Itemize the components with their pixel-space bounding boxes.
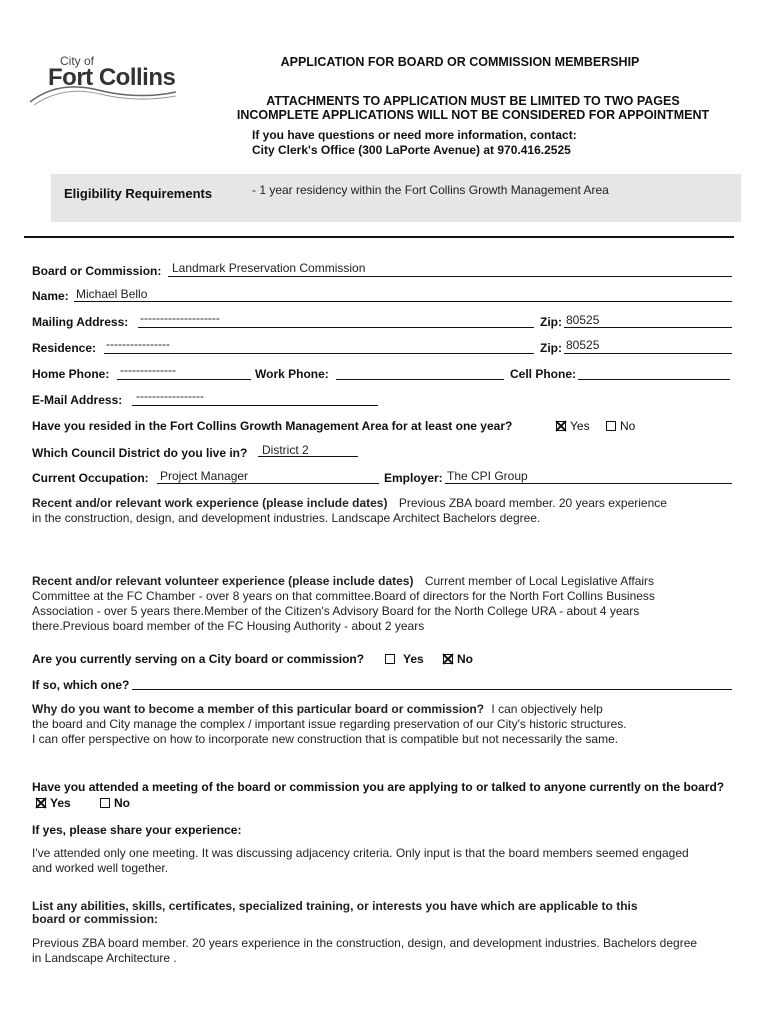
checked-box-icon[interactable] <box>443 654 453 664</box>
logo-city-of: City of <box>60 54 95 68</box>
checked-box-icon[interactable] <box>36 798 46 808</box>
why-text-2[interactable]: the board and City manage the complex / important issue regarding preservation of our City's historic structures. <box>32 717 627 731</box>
residence-label: Residence: <box>32 341 97 355</box>
share-text-1: I've attended only one meeting. It was discussing adjacency criteria. Only input is that the board members seemed engaged <box>32 846 689 860</box>
zip-line-2 <box>564 353 732 354</box>
email-line <box>132 405 378 406</box>
zip-line-1 <box>564 327 732 328</box>
employer-field[interactable]: The CPI Group <box>447 469 528 483</box>
which-one-field[interactable] <box>132 689 732 690</box>
name-line <box>74 301 732 302</box>
incomplete-notice: INCOMPLETE APPLICATIONS WILL NOT BE CONSIDERED FOR APPOINTMENT <box>236 108 710 122</box>
city-logo <box>28 52 178 112</box>
residence-field[interactable]: ---------------- <box>106 337 170 351</box>
cell-phone-label: Cell Phone: <box>510 367 577 381</box>
board-label: Board or Commission: <box>32 264 162 278</box>
board-line <box>168 276 732 277</box>
occupation-line <box>157 483 379 484</box>
district-label: Which Council District do you live in? <box>32 446 248 460</box>
work-experience-label: Recent and/or relevant work experience (please include dates) <box>32 496 388 510</box>
checkbox-icon[interactable] <box>100 798 110 808</box>
email-label: E-Mail Address: <box>32 393 123 407</box>
employer-label: Employer: <box>384 471 443 485</box>
work-experience-text-1[interactable]: Previous ZBA board member. 20 years experience <box>398 496 667 510</box>
attended-yes[interactable]: Yes <box>36 796 71 810</box>
volunteer-text-1[interactable]: Current member of Local Legislative Affairs <box>424 574 655 588</box>
residence-line <box>104 353 534 354</box>
why-label: Why do you want to become a member of this particular board or commission? <box>32 702 485 716</box>
home-phone-label: Home Phone: <box>32 367 110 381</box>
volunteer-text-2[interactable]: Committee at the FC Chamber - over 8 years on that committee.Board of directors for the North Fort Collins Business <box>32 589 655 603</box>
board-field[interactable]: Landmark Preservation Commission <box>172 261 366 275</box>
cell-phone-field[interactable] <box>578 379 730 380</box>
occupation-label: Current Occupation: <box>32 471 149 485</box>
residency-no[interactable]: No <box>606 419 635 433</box>
share-experience-label: If yes, please share your experience: <box>32 823 242 837</box>
residency-yes[interactable]: Yes <box>556 419 590 433</box>
employer-line <box>445 483 732 484</box>
why-text-3[interactable]: I can offer perspective on how to incorporate new construction that is compatible but not necessarily the same. <box>32 732 619 746</box>
name-label: Name: <box>32 289 69 303</box>
which-one-label: If so, which one? <box>32 678 130 692</box>
mailing-line <box>138 327 534 328</box>
checked-box-icon[interactable] <box>556 421 566 431</box>
why-text-1[interactable]: I can objectively help <box>491 702 603 716</box>
work-experience <box>32 496 742 526</box>
form-title: APPLICATION FOR BOARD OR COMMISSION MEMBERSHIP <box>280 55 640 69</box>
zip-label-2: Zip: <box>540 341 562 355</box>
checkbox-icon[interactable] <box>606 421 616 431</box>
abilities-label-1: List any abilities, skills, certificates, specialized training, or interests you have which are applicable to this <box>32 899 638 913</box>
serving-no[interactable]: No <box>443 652 473 666</box>
email-field[interactable]: ----------------- <box>136 389 204 403</box>
contact-line-2: City Clerk's Office (300 LaPorte Avenue) at 970.416.2525 <box>252 143 571 157</box>
attended-question: Have you attended a meeting of the board or commission you are applying to or talked to anyone currently on the board? <box>32 780 725 794</box>
why-section <box>32 702 752 747</box>
volunteer-text-4[interactable]: there.Previous board member of the FC Housing Authority - about 2 years <box>32 619 425 633</box>
attended-no[interactable]: No <box>100 796 130 810</box>
zip-field-1[interactable]: 80525 <box>566 313 600 327</box>
abilities-text[interactable] <box>32 936 752 966</box>
mailing-label: Mailing Address: <box>32 315 129 329</box>
logo-name: Fort Collins <box>48 64 176 91</box>
eligibility-label: Eligibility Requirements <box>64 186 213 201</box>
district-field[interactable]: District 2 <box>262 443 309 457</box>
work-experience-text-2[interactable]: in the construction, design, and development industries. Landscape Architect Bachelors degree. <box>32 511 541 525</box>
mailing-field[interactable]: -------------------- <box>140 311 220 325</box>
abilities-label-2: board or commission: <box>32 912 159 926</box>
serving-question: Are you currently serving on a City board or commission? <box>32 652 365 666</box>
volunteer-experience-label: Recent and/or relevant volunteer experience (please include dates) <box>32 574 414 588</box>
occupation-field[interactable]: Project Manager <box>160 469 249 483</box>
attachments-notice: ATTACHMENTS TO APPLICATION MUST BE LIMITED TO TWO PAGES <box>266 94 680 108</box>
checkbox-icon[interactable] <box>385 654 395 664</box>
serving-yes[interactable]: Yes <box>385 652 424 666</box>
work-phone-field[interactable] <box>336 379 504 380</box>
home-phone-line <box>117 379 251 380</box>
residency-question: Have you resided in the Fort Collins Growth Management Area for at least one year? <box>32 419 513 433</box>
section-divider <box>24 236 734 238</box>
abilities-text-2: in Landscape Architecture . <box>32 951 177 965</box>
share-experience-text[interactable] <box>32 846 752 876</box>
volunteer-text-3[interactable]: Association - over 5 years there.Member of the Citizen's Advisory Board for the North College URA - about 4 years <box>32 604 640 618</box>
work-phone-label: Work Phone: <box>255 367 329 381</box>
volunteer-experience <box>32 574 752 634</box>
zip-label-1: Zip: <box>540 315 562 329</box>
zip-field-2[interactable]: 80525 <box>566 338 600 352</box>
contact-line-1: If you have questions or need more information, contact: <box>252 128 577 142</box>
name-field[interactable]: Michael Bello <box>76 287 148 301</box>
home-phone-field[interactable]: -------------- <box>120 363 176 377</box>
abilities-label <box>32 900 752 926</box>
share-text-2: and worked well together. <box>32 861 169 875</box>
eligibility-text: - 1 year residency within the Fort Collins Growth Management Area <box>252 183 609 197</box>
abilities-text-1: Previous ZBA board member. 20 years experience in the construction, design, and development industries. Bachelors degree <box>32 936 698 950</box>
